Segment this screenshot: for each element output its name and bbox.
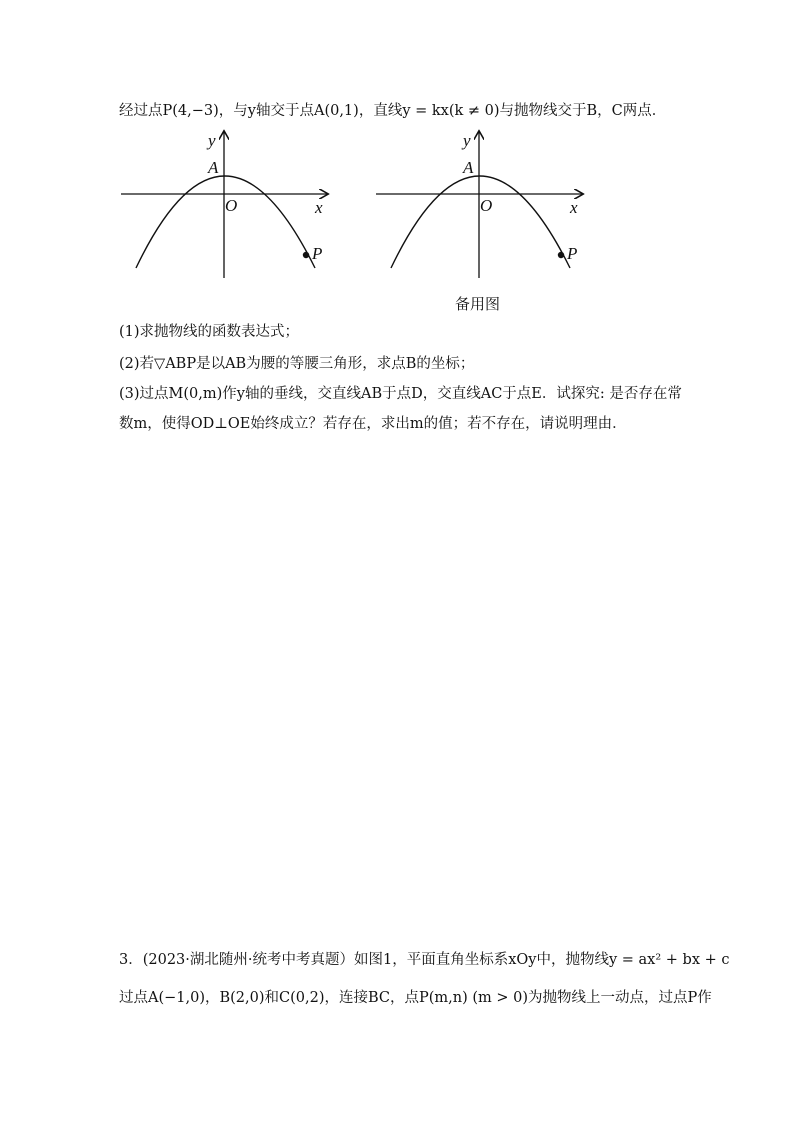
point-a-label: A (463, 158, 474, 177)
point-p-label: P (312, 244, 323, 263)
figure-1 (115, 126, 340, 290)
figure-2-caption: 备用图 (455, 295, 501, 313)
point-p-dot (303, 252, 309, 258)
question-1: (1)求抛物线的函数表达式； (119, 324, 300, 340)
figure-2-graph (370, 126, 595, 286)
x-axis-label: x (570, 198, 578, 217)
parabola-curve (391, 176, 570, 268)
x-axis-label: x (315, 198, 323, 217)
origin-label: O (480, 196, 493, 215)
y-axis-label: y (463, 131, 471, 150)
problem-3-line-1: 3．(2023·湖北随州·统考中考真题）如图1，平面直角坐标系xOy中，抛物线y = ax² + bx + c (119, 952, 730, 968)
y-axis-label: y (208, 131, 216, 150)
parabola-curve (136, 176, 315, 268)
problem-3-line-2: 过点A(−1,0)，B(2,0)和C(0,2)，连接BC，点P(m,n) (m > 0)为抛物线上一动点，过点P作 (119, 990, 712, 1006)
question-3-line-1: (3)过点M(0,m)作y轴的垂线，交直线AB于点D，交直线AC于点E．试探究: 是否存在常 (119, 386, 682, 402)
point-p-dot (558, 252, 564, 258)
origin-label: O (225, 196, 238, 215)
question-3-line-2: 数m，使得OD⊥OE始终成立？若存在，求出m的值；若不存在，请说明理由． (119, 416, 627, 432)
point-a-label: A (208, 158, 219, 177)
figure-2 (370, 126, 595, 290)
point-p-label: P (567, 244, 578, 263)
question-2: (2)若▽ABP是以AB为腰的等腰三角形，求点B的坐标； (119, 356, 475, 372)
figure-1-graph (115, 126, 340, 286)
intro-line: 经过点P(4,−3)，与y轴交于点A(0,1)，直线y = kx(k ≠ 0)与抛物线交于B，C两点． (119, 103, 667, 119)
